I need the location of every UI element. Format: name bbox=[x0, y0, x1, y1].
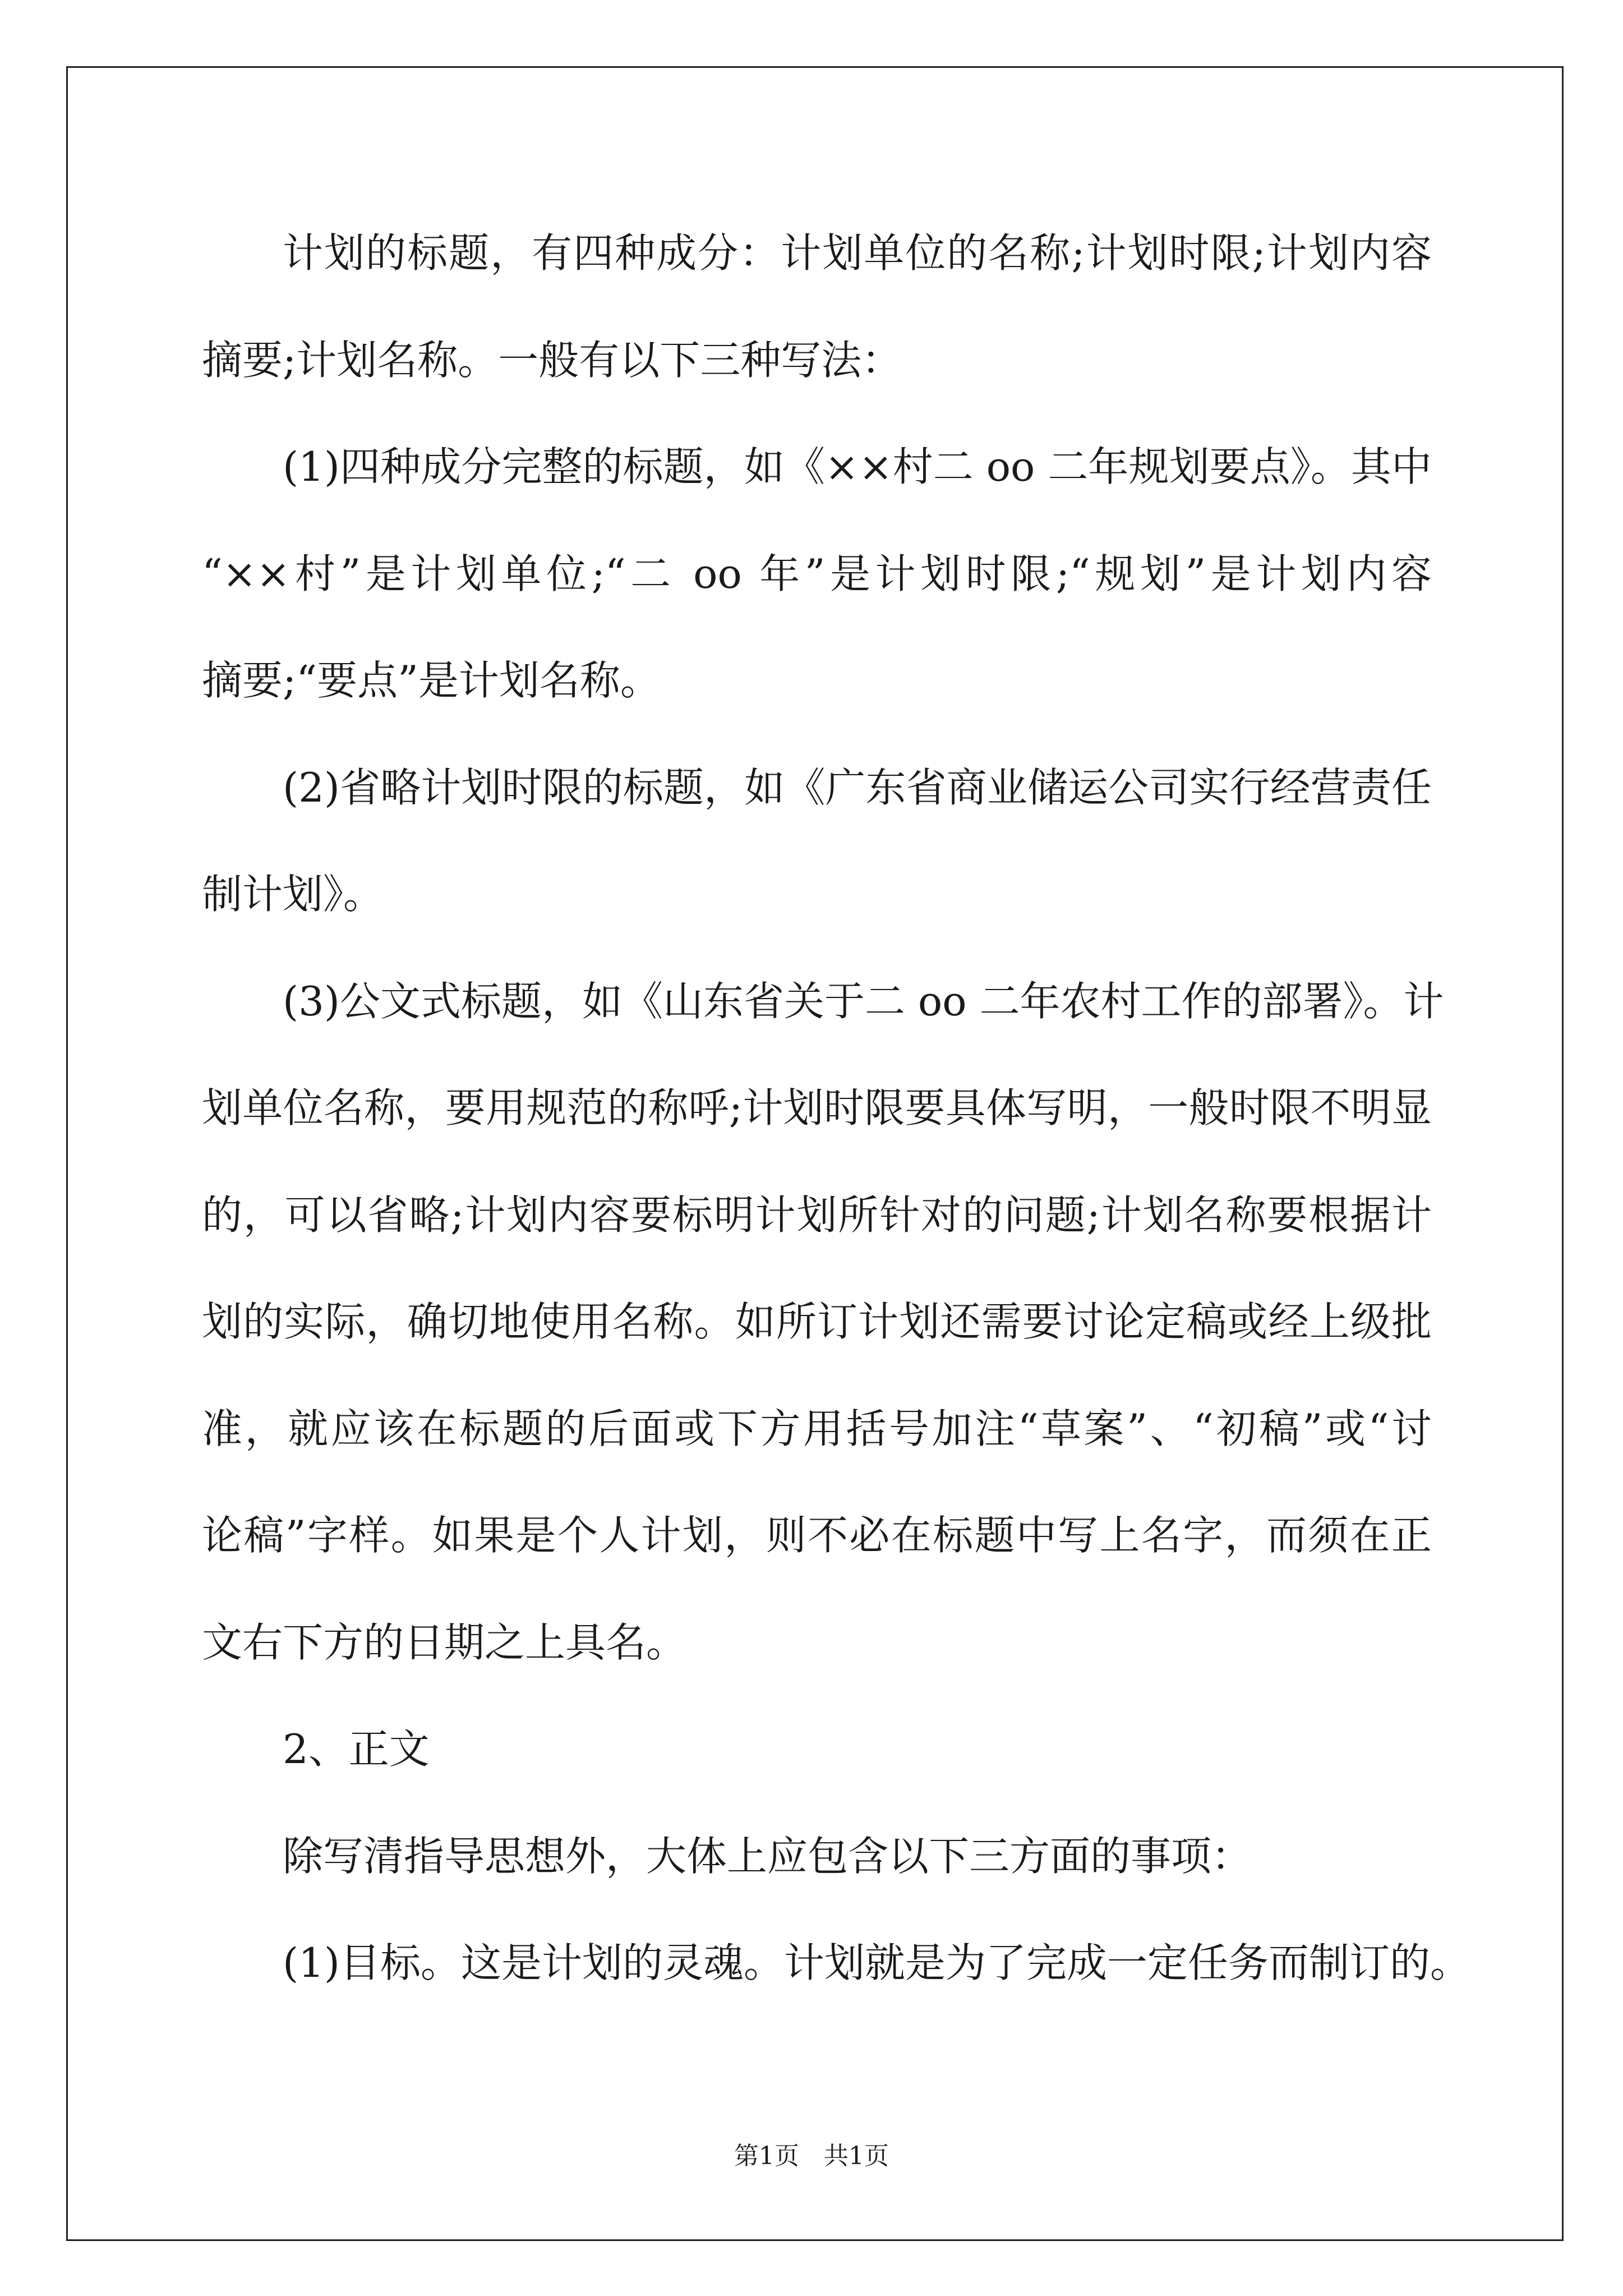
text-line: 摘要;“要点”是计划名称。 bbox=[202, 657, 661, 704]
page-total: 共1页 bbox=[824, 2142, 889, 2170]
text-line: (1)目标。这是计划的灵魂。计划就是为了完成一定任务而制订的。 bbox=[283, 1939, 1470, 1986]
text-line: 计划的标题，有四种成分：计划单位的名称;计划时限;计划内容 bbox=[283, 229, 1432, 277]
paragraph bbox=[202, 948, 1444, 1696]
document-body bbox=[202, 200, 1470, 2017]
paragraph bbox=[202, 1910, 1470, 2017]
text-line: 准，就应该在标题的后面或下方用括号加注“草案”、“初稿”或“讨 bbox=[202, 1405, 1432, 1452]
page-footer bbox=[0, 2138, 1623, 2174]
section-heading bbox=[202, 1696, 1432, 1803]
text-line: 文右下方的日期之上具名。 bbox=[202, 1618, 687, 1666]
paragraph bbox=[202, 413, 1432, 734]
text-line: 论稿”字样。如果是个人计划，则不必在标题中写上名字，而须在正 bbox=[202, 1512, 1432, 1559]
text-line: 摘要;计划名称。一般有以下三种写法： bbox=[202, 336, 902, 384]
text-line: (3)公文式标题，如《山东省关于二 oo 二年农村工作的部署》。计 bbox=[283, 977, 1444, 1025]
text-line: 划的实际，确切地使用名称。如所订计划还需要讨论定稿或经上级批 bbox=[202, 1298, 1432, 1345]
text-line: 制计划》。 bbox=[202, 871, 384, 918]
text-line: “××村”是计划单位;“二 oo 年”是计划时限;“规划”是计划内容 bbox=[202, 550, 1432, 597]
text-line: 2、正文 bbox=[283, 1726, 430, 1773]
paragraph bbox=[202, 1803, 1432, 1910]
text-line: (1)四种成分完整的标题，如《××村二 oo 二年规划要点》。其中 bbox=[283, 443, 1432, 490]
text-line: 的，可以省略;计划内容要标明计划所针对的问题;计划名称要根据计 bbox=[202, 1191, 1432, 1239]
page-number: 第1页 bbox=[734, 2142, 799, 2170]
paragraph bbox=[202, 200, 1432, 413]
text-line: 除写清指导思想外，大体上应包含以下三方面的事项： bbox=[283, 1832, 1252, 1880]
paragraph bbox=[202, 734, 1432, 948]
text-line: (2)省略计划时限的标题，如《广东省商业储运公司实行经营责任 bbox=[283, 763, 1432, 811]
text-line: 划单位名称，要用规范的称呼;计划时限要具体写明，一般时限不明显 bbox=[202, 1084, 1432, 1131]
